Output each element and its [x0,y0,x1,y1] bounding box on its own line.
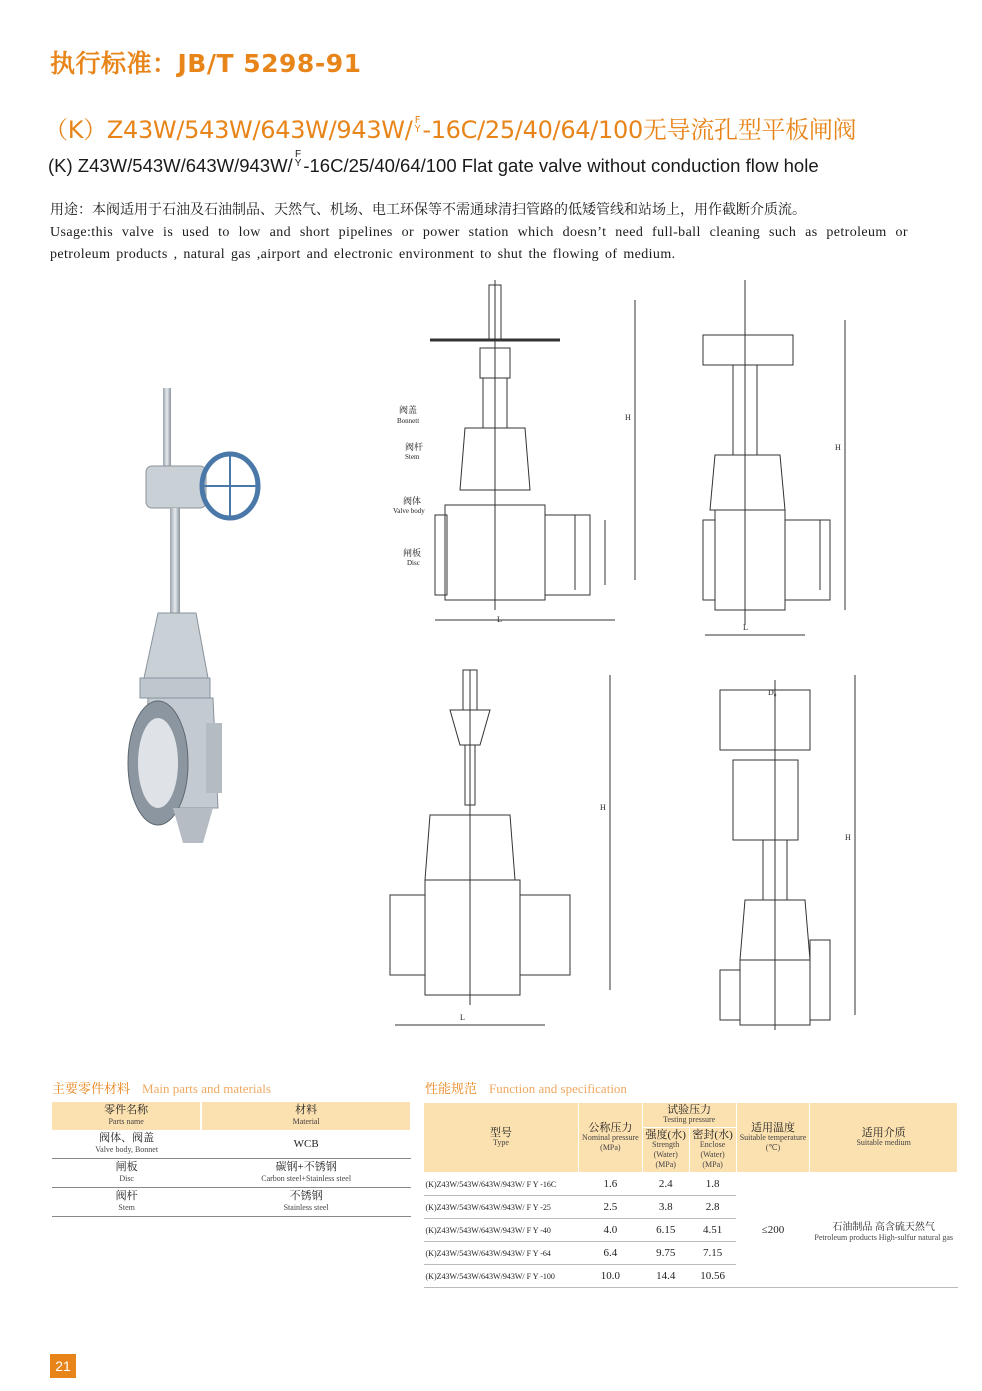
spec-col-medium [810,1103,958,1173]
fy-mark-en [295,150,302,168]
part-material [201,1188,411,1217]
type-cn: 型号 [490,1126,512,1139]
label-body-en: Valve body [393,507,425,515]
dim-L-1: L [497,615,502,624]
f-letter: F [414,115,421,126]
dim-H-1: H [625,413,631,422]
parts-header-row [52,1102,411,1130]
pn-cell: 4.0 [579,1219,643,1242]
pn-unit: (MPa) [600,1142,621,1152]
type-cell: (K)Z43W/543W/643W/943W/ F Y -25 [424,1196,579,1219]
part-material [201,1159,411,1188]
temp-cell: ≤200 [736,1173,810,1288]
test-en: Testing pressure [663,1115,716,1124]
enc-water: (Water) [700,1150,725,1159]
title-cn-prefix: （K）Z43W/543W/643W/943W/ [44,116,413,144]
label-bonnett-cn: 阀盖 [399,405,418,415]
dim-D0: D₀ [768,688,777,697]
drawing-handwheel-valve [393,280,635,624]
part-name [52,1130,201,1159]
part-material [201,1130,411,1159]
label-stem-cn: 阀杆 [405,442,424,452]
spec-table [423,1102,958,1288]
strength-cell: 6.15 [642,1219,689,1242]
table-row [52,1188,411,1217]
medium-en: Petroleum products High-sulfur natural gas [814,1233,954,1242]
dim-H-3: H [600,803,606,812]
parts-table [52,1102,412,1217]
enclose-cell: 10.56 [689,1265,736,1288]
pn-cell: 6.4 [579,1242,643,1265]
str-cn: 强度(水) [645,1129,686,1141]
type-cell: (K)Z43W/543W/643W/943W/ F Y -40 [424,1219,579,1242]
parts-title-cn: 主要零件材料 [52,1082,131,1097]
str-unit: (MPa) [655,1160,676,1169]
pn-cn: 公称压力 [588,1121,633,1134]
part-name-en: Valve body, Bonnet [95,1145,159,1154]
enc-unit: (MPa) [702,1160,723,1169]
table-row [52,1130,411,1159]
title-english [48,150,819,177]
spec-col-strength [642,1128,689,1173]
standard-heading: 执行标准：JB/T 5298-91 [50,49,362,78]
part-name [52,1159,201,1188]
enclose-cell: 4.51 [689,1219,736,1242]
dim-H-2: H [835,443,841,452]
part-name-en: Stem [118,1203,135,1212]
enc-en: Enclose [699,1140,726,1149]
type-en: Type [493,1137,509,1147]
part-name-cn: 阀杆 [115,1190,138,1202]
medium-cn: 石油制品 高含硫天然气 [832,1222,935,1233]
technical-drawings [385,280,865,1040]
f-letter-en: F [294,149,302,160]
title-chinese [44,110,856,145]
temp-en: Suitable temperature [739,1132,807,1142]
test-cn: 试验压力 [667,1104,712,1116]
spec-title-en: Function and specification [489,1081,627,1096]
part-name-cn: 阀体、阀盖 [99,1132,155,1144]
type-cell: (K)Z43W/543W/643W/943W/ F Y -64 [424,1242,579,1265]
strength-cell: 2.4 [642,1173,689,1196]
part-name [52,1188,201,1217]
col-name-cn: 零件名称 [104,1104,149,1116]
y-letter-en: Y [294,158,302,169]
label-disc-en: Disc [407,559,420,567]
pn-cell: 1.6 [579,1173,643,1196]
page-number: 21 [50,1354,76,1378]
part-mat-en: Carbon steel+Stainless steel [261,1174,352,1183]
enclose-cell: 7.15 [689,1242,736,1265]
label-bonnett-en: Bonnett [397,417,420,425]
strength-cell: 3.8 [642,1196,689,1219]
type-cell: (K)Z43W/543W/643W/943W/ F Y -16C [424,1173,579,1196]
table-row [424,1173,958,1196]
parts-section-title [52,1078,271,1097]
table-row [52,1159,411,1188]
parts-col-name [52,1102,201,1130]
drawing-bevel-gear-valve [390,670,610,1025]
part-mat-cn: WCB [293,1137,319,1150]
drawing-electric-valve [703,280,845,635]
medium-cell [810,1173,958,1288]
pn-en: Nominal pressure [582,1132,639,1142]
temp-cn: 适用温度 [750,1121,795,1134]
spec-section-title [425,1078,627,1097]
drawing-pneumatic-valve [720,675,855,1030]
dim-L-3: L [460,1013,465,1022]
spec-col-temp [736,1103,810,1173]
col-mat-en: Material [292,1117,320,1126]
col-mat-cn: 材料 [295,1104,318,1116]
title-en-suffix: -16C/25/40/64/100 Flat gate valve without conduction flow hole [303,155,819,176]
fy-mark [415,116,421,134]
part-name-cn: 闸板 [115,1161,138,1173]
type-cell: (K)Z43W/543W/643W/943W/ F Y -100 [424,1265,579,1288]
part-mat-cn: 碳钢+不锈钢 [275,1161,337,1173]
dim-H-4: H [845,833,851,842]
label-body-cn: 阀体 [403,496,422,506]
enclose-cell: 2.8 [689,1196,736,1219]
strength-cell: 14.4 [642,1265,689,1288]
title-en-prefix: (K) Z43W/543W/643W/943W/ [48,155,293,176]
spec-col-enclose [689,1128,736,1173]
pn-cell: 10.0 [579,1265,643,1288]
part-mat-en: Stainless steel [283,1203,329,1212]
usage-chinese: 用途：本阀适用于石油及石油制品、天然气、机场、电工环保等不需通球清扫管路的低矮管线和站场上，用作截断介质流。 [50,203,806,218]
label-stem-en: Stem [405,453,420,461]
y-letter: Y [414,124,421,135]
col-name-en: Parts name [108,1117,144,1126]
part-name-en: Disc [119,1174,134,1183]
med-en: Suitable medium [856,1137,911,1147]
valve-photo [118,388,273,863]
spec-col-pn [579,1103,643,1173]
strength-cell: 9.75 [642,1242,689,1265]
usage-english: Usage:this valve is used to low and short pipelines or power station which doesn’t need full-ball cleaning such as petroleum or petroleum products , natural gas ,airport and electronic environment to shut the flowing of medium. [50,225,908,262]
enclose-cell: 1.8 [689,1173,736,1196]
spec-header-row-1 [424,1103,958,1128]
enc-cn: 密封(水) [692,1129,733,1141]
spec-col-test [642,1103,736,1128]
part-mat-cn: 不锈钢 [289,1190,323,1202]
med-cn: 适用介质 [861,1126,906,1139]
spec-title-cn: 性能规范 [425,1082,478,1097]
spec-col-type [424,1103,579,1173]
usage-description [50,200,908,266]
parts-title-en: Main parts and materials [142,1081,271,1096]
str-water: (Water) [653,1150,678,1159]
label-disc-cn: 闸板 [403,548,422,558]
str-en: Strength [652,1140,680,1149]
title-cn-suffix: -16C/25/40/64/100无导流孔型平板闸阀 [422,116,857,144]
dim-L-2: L [743,623,748,632]
temp-unit: (℃) [765,1142,781,1152]
parts-col-material [201,1102,411,1130]
pn-cell: 2.5 [579,1196,643,1219]
